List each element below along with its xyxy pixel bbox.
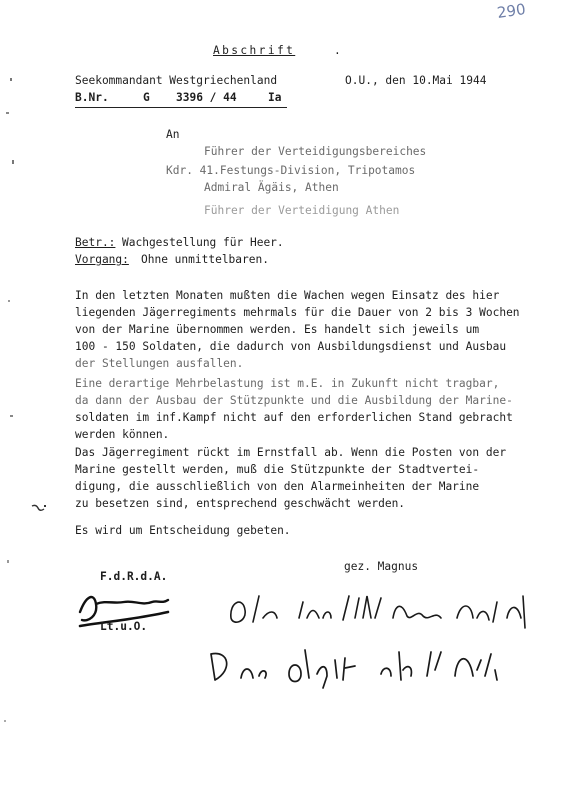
recipient-4: Führer der Verteidigung Athen — [204, 204, 400, 217]
body-line-2: liegenden Jägerregiments mehrmals für die Dauer von 2 bis 3 Wochen — [75, 306, 520, 319]
handwritten-note-2 — [205, 640, 505, 690]
reference-label: Vorgang: — [75, 253, 129, 266]
sender-line: Seekommandant Westgriechenland — [75, 74, 278, 87]
subject-text: Wachgestellung für Heer. — [122, 236, 284, 249]
body-line-1: In den letzten Monaten mußten die Wachen wegen Einsatz des hier — [75, 289, 500, 302]
certifier-signature — [72, 582, 192, 642]
body-line-11: Marine gestellt werden, muß die Stützpunkte der Stadtvertei- — [75, 463, 480, 476]
handwritten-note-1 — [225, 588, 545, 636]
body-line-7: da dann der Ausbau der Stützpunkte und die Ausbildung der Marine- — [75, 394, 513, 407]
body-line-9: werden können. — [75, 428, 170, 441]
body-line-13: zu besetzen sind, entsprechend geschwächt werden. — [75, 497, 406, 510]
file-ref-number: 3396 / 44 — [176, 91, 237, 104]
file-ref-dept: Ia — [268, 91, 282, 104]
signed-by: gez. Magnus — [344, 560, 419, 573]
title-period: . — [334, 44, 341, 57]
body-line-3: von der Marine übernommen werden. Es handelt sich jeweils um — [75, 323, 480, 336]
body-line-4: 100 - 150 Soldaten, die dadurch von Ausbildungsdienst und Ausbau — [75, 340, 507, 353]
body-line-10: Das Jägerregiment rückt im Ernstfall ab. Wenn die Posten von der — [75, 446, 507, 459]
body-line-6: Eine derartige Mehrbelastung ist m.E. in Zukunft nicht tragbar, — [75, 377, 500, 390]
reference-text: Ohne unmittelbaren. — [141, 253, 269, 266]
subject-label: Betr.: — [75, 236, 116, 249]
body-line-5: der Stellungen ausfallen. — [75, 357, 244, 370]
recipient-2: Kdr. 41.Festungs-Division, Tripotamos — [166, 164, 416, 177]
certification-mark: F.d.R.d.A. — [100, 570, 168, 583]
closing-line: Es wird um Entscheidung gebeten. — [75, 524, 291, 537]
body-line-12: digung, die ausschließlich von den Alarmeinheiten der Marine — [75, 480, 480, 493]
body-line-8: soldaten im inf.Kampf nicht auf den erforderlichen Stand gebracht — [75, 411, 513, 424]
document-title: Abschrift — [213, 44, 296, 57]
file-ref-prefix: B.Nr. — [75, 91, 109, 104]
file-ref-g: G — [143, 91, 150, 104]
recipient-1: Führer der Verteidigungsbereiches — [204, 145, 427, 158]
to-label: An — [166, 128, 180, 141]
recipient-3: Admiral Ägäis, Athen — [204, 181, 339, 194]
place-date: O.U., den 10.Mai 1944 — [345, 74, 487, 87]
certifier-rank: Lt.u.O. — [100, 620, 148, 633]
archive-number: 290 — [495, 0, 527, 22]
